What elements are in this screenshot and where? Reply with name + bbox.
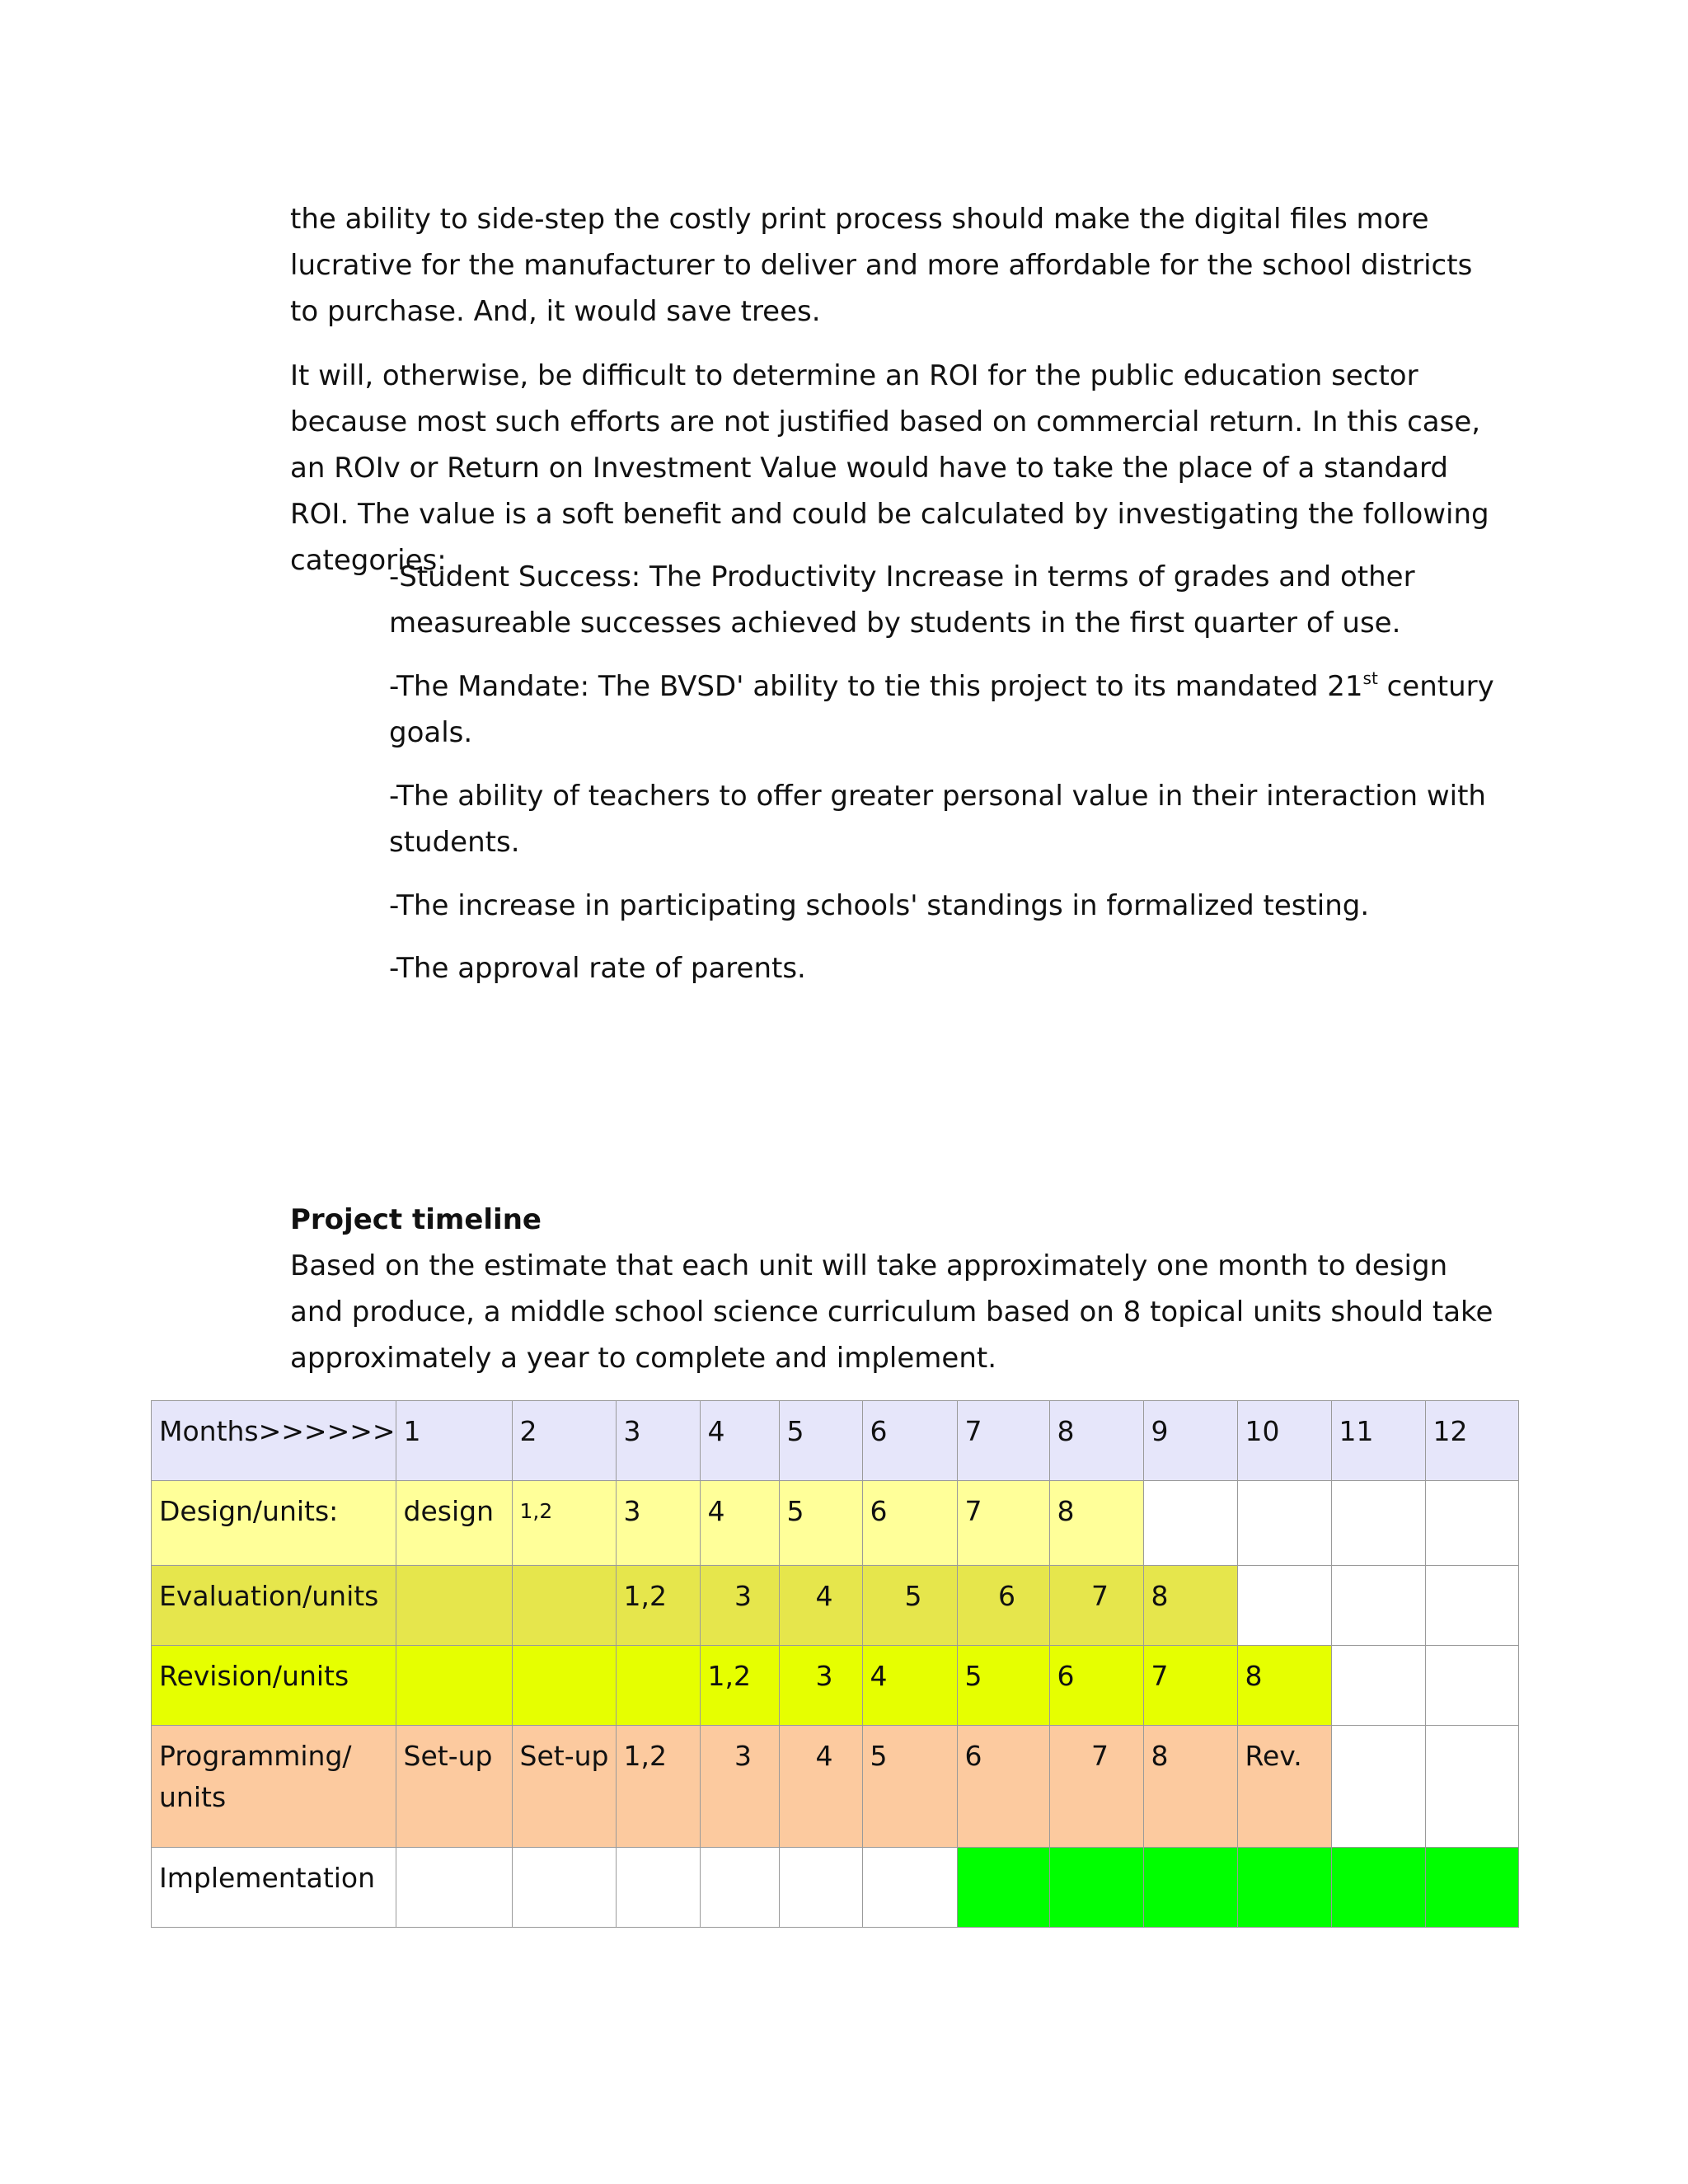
timeline-cell-design-11 [1331,1481,1425,1566]
timeline-cell-implementation-12 [1425,1848,1518,1928]
timeline-label-design: Design/units: [152,1481,396,1566]
timeline-cell-design-8: 8 [1049,1481,1143,1566]
timeline-cell-evaluation-9: 8 [1143,1566,1237,1646]
timeline-cell-implementation-9 [1143,1848,1237,1928]
timeline-cell-implementation-6 [862,1848,957,1928]
timeline-cell-revision-7: 5 [957,1646,1049,1726]
timeline-label-header: Months>>>>>> [152,1401,396,1481]
timeline-cell-header-5: 5 [779,1401,862,1481]
timeline-cell-design-5: 5 [779,1481,862,1566]
timeline-label-implementation: Implementation [152,1848,396,1928]
timeline-cell-design-2: 1,2 [512,1481,616,1566]
timeline-cell-design-6: 6 [862,1481,957,1566]
timeline-cell-design-3: 3 [616,1481,700,1566]
timeline-cell-evaluation-6: 5 [862,1566,957,1646]
timeline-label-evaluation: Evaluation/units [152,1566,396,1646]
timeline-cell-programming-1: Set-up [396,1726,512,1848]
bullet-mandate [389,663,1502,756]
bullet-parents: -The approval rate of parents. [389,952,806,985]
timeline-cell-programming-5: 4 [779,1726,862,1848]
timeline-cell-evaluation-2 [512,1566,616,1646]
timeline-label-programming: Programming/ units [152,1726,396,1848]
timeline-cell-programming-11 [1331,1726,1425,1848]
timeline-cell-implementation-2 [512,1848,616,1928]
timeline-cell-header-2: 2 [512,1401,616,1481]
timeline-cell-revision-6: 4 [862,1646,957,1726]
bullet-testing: -The increase in participating schools' standings in formalized testing. [389,889,1370,922]
timeline-cell-revision-11 [1331,1646,1425,1726]
timeline-cell-header-6: 6 [862,1401,957,1481]
paragraph-roi: It will, otherwise, be difficult to determine an ROI for the public education sector because most such efforts are not justified based on commercial return. In this case, an ROIv or Return on Investment Value would have to take the place of a standard ROI. The value is a soft benefit and could be calculated by investigating the following categories: [290,359,1489,577]
timeline-cell-header-7: 7 [957,1401,1049,1481]
timeline-cell-evaluation-7: 6 [957,1566,1049,1646]
timeline-intro: Based on the estimate that each unit will take approximately one month to design and produce, a middle school science curriculum based on 8 topical units should take approximately a year to complete and implement. [290,1249,1493,1375]
bullet-mandate-text-end: century goals. [389,670,1494,749]
timeline-cell-revision-5: 3 [779,1646,862,1726]
timeline-cell-revision-2 [512,1646,616,1726]
timeline-cell-programming-9: 8 [1143,1726,1237,1848]
timeline-cell-design-4: 4 [700,1481,779,1566]
timeline-row-evaluation [152,1566,1519,1646]
timeline-cell-revision-3 [616,1646,700,1726]
timeline-cell-revision-4: 1,2 [700,1646,779,1726]
timeline-cell-header-4: 4 [700,1401,779,1481]
timeline-cell-revision-10: 8 [1237,1646,1331,1726]
timeline-cell-design-9 [1143,1481,1237,1566]
timeline-cell-evaluation-8: 7 [1049,1566,1143,1646]
timeline-row-implementation [152,1848,1519,1928]
timeline-cell-implementation-5 [779,1848,862,1928]
timeline-cell-implementation-1 [396,1848,512,1928]
timeline-cell-header-8: 8 [1049,1401,1143,1481]
timeline-row-design [152,1481,1519,1566]
timeline-cell-revision-9: 7 [1143,1646,1237,1726]
bullet-mandate-text: -The Mandate: The BVSD' ability to tie this project to its mandated 21 [389,670,1363,703]
bullet-teachers: -The ability of teachers to offer greater personal value in their interaction with students. [389,780,1486,859]
timeline-row-months [152,1401,1519,1481]
timeline-cell-evaluation-5: 4 [779,1566,862,1646]
timeline-table [151,1400,1519,1928]
timeline-cell-revision-8: 6 [1049,1646,1143,1726]
timeline-cell-evaluation-3: 1,2 [616,1566,700,1646]
timeline-cell-implementation-7 [957,1848,1049,1928]
timeline-cell-design-7: 7 [957,1481,1049,1566]
timeline-row-revision [152,1646,1519,1726]
timeline-cell-programming-10: Rev. [1237,1726,1331,1848]
timeline-cell-header-10: 10 [1237,1401,1331,1481]
timeline-cell-header-11: 11 [1331,1401,1425,1481]
timeline-cell-header-9: 9 [1143,1401,1237,1481]
timeline-cell-evaluation-12 [1425,1566,1518,1646]
timeline-cell-header-12: 12 [1425,1401,1518,1481]
timeline-cell-revision-12 [1425,1646,1518,1726]
timeline-cell-revision-1 [396,1646,512,1726]
timeline-cell-evaluation-11 [1331,1566,1425,1646]
timeline-cell-implementation-4 [700,1848,779,1928]
superscript-st: st [1362,668,1378,688]
timeline-cell-programming-6: 5 [862,1726,957,1848]
timeline-cell-programming-12 [1425,1726,1518,1848]
paragraph-print-process: the ability to side-step the costly print process should make the digital files more lucrative for the manufacturer to deliver and more affordable for the school districts to purchase. And, it would save trees. [290,203,1473,328]
project-timeline-heading: Project timeline [290,1203,542,1236]
timeline-cell-implementation-11 [1331,1848,1425,1928]
timeline-cell-evaluation-4: 3 [700,1566,779,1646]
timeline-cell-implementation-3 [616,1848,700,1928]
timeline-cell-programming-2: Set-up [512,1726,616,1848]
timeline-cell-design-12 [1425,1481,1518,1566]
timeline-cell-evaluation-1 [396,1566,512,1646]
timeline-row-programming [152,1726,1519,1848]
timeline-cell-programming-3: 1,2 [616,1726,700,1848]
timeline-cell-implementation-8 [1049,1848,1143,1928]
timeline-cell-header-3: 3 [616,1401,700,1481]
timeline-cell-design-10 [1237,1481,1331,1566]
timeline-cell-evaluation-10 [1237,1566,1331,1646]
timeline-cell-header-1: 1 [396,1401,512,1481]
timeline-cell-implementation-10 [1237,1848,1331,1928]
timeline-label-revision: Revision/units [152,1646,396,1726]
timeline-cell-programming-4: 3 [700,1726,779,1848]
timeline-cell-programming-8: 7 [1049,1726,1143,1848]
bullet-student-success: -Student Success: The Productivity Increase in terms of grades and other measureable successes achieved by students in the first quarter of use. [389,560,1415,640]
timeline-cell-design-1: design [396,1481,512,1566]
timeline-cell-programming-7: 6 [957,1726,1049,1848]
